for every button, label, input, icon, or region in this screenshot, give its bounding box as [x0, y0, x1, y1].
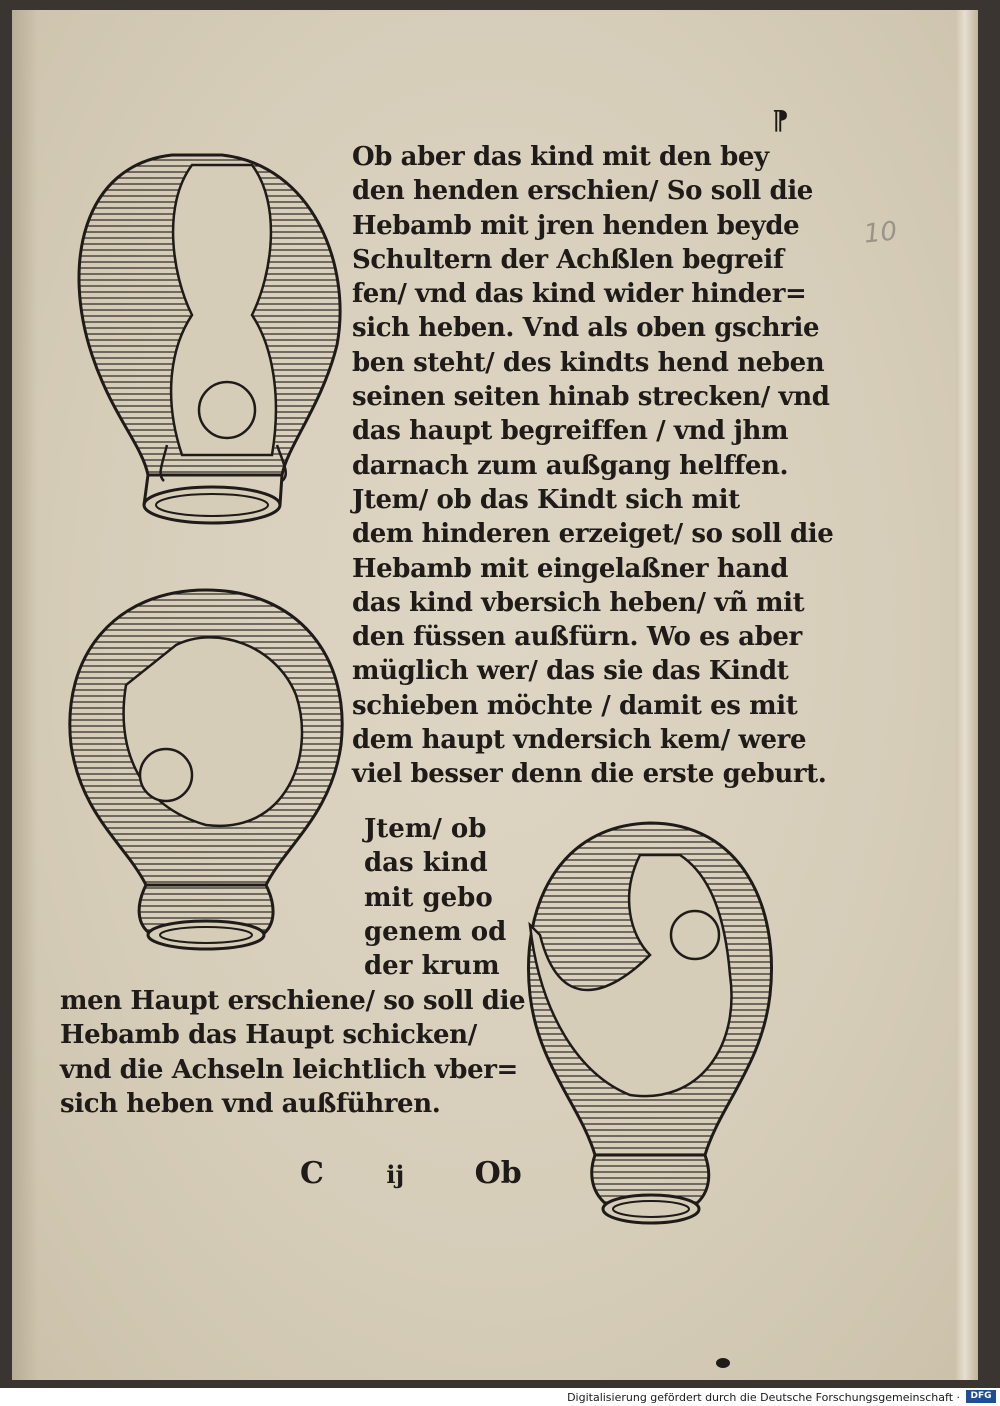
text-line: sich heben. Vnd als oben gschrie — [352, 313, 820, 344]
text-line: den füssen außfürn. Wo es aber — [352, 622, 802, 653]
book-page — [12, 10, 978, 1380]
text-line: müglich wer/ das sie das Kindt — [352, 656, 789, 687]
text-line: viel besser denn die erste geburt. — [352, 759, 827, 790]
page-gutter-shadow — [12, 10, 38, 1380]
text-line: Schultern der Achßlen begreif — [352, 244, 784, 275]
dfg-logo-icon: DFG — [966, 1390, 996, 1403]
text-line: ben steht/ des kindts hend neben — [352, 347, 825, 378]
text-line: den henden erschien/ So soll die — [352, 176, 813, 207]
woodcut-illustration-3 — [500, 815, 800, 1235]
text-line: darnach zum außgang helffen. — [352, 450, 789, 481]
ink-blot — [716, 1358, 730, 1368]
text-line: das haupt begreiffen / vnd jhm — [352, 416, 789, 447]
signature-letter: C — [300, 1156, 324, 1191]
text-line: das kind vbersich heben/ vñ mit — [352, 587, 805, 618]
wide-text-block — [60, 984, 526, 1121]
signature-number: ij — [386, 1160, 405, 1189]
text-line: Hebamb mit jren henden beyde — [352, 210, 800, 241]
text-line: schieben möchte / damit es mit — [352, 690, 798, 721]
text-line: vnd die Achseln leichtlich vber= — [60, 1054, 518, 1085]
text-line: mit gebo — [364, 882, 493, 913]
page-edge — [956, 10, 978, 1380]
footer-credit: Digitalisierung gefördert durch die Deutsche Forschungsgemeinschaft · — [567, 1391, 960, 1404]
text-line: Hebamb mit eingelaßner hand — [352, 553, 789, 584]
text-line: Jtem/ ob — [364, 814, 487, 844]
text-line: fen/ vnd das kind wider hinder= — [352, 279, 807, 310]
text-line: Jtem/ ob das Kindt sich mit — [352, 484, 740, 515]
signature-mark: ⁋ — [772, 106, 789, 136]
text-line: Ob aber das kind mit den bey — [352, 142, 769, 172]
text-line: dem hinderen erzeiget/ so soll die — [352, 519, 834, 550]
narrow-text-block — [364, 812, 534, 983]
text-line: seinen seiten hinab strecken/ vnd — [352, 382, 830, 413]
text-line: das kind — [364, 848, 488, 879]
text-line: men Haupt erschiene/ so soll die — [60, 986, 526, 1016]
text-line: sich heben vnd außführen. — [60, 1088, 441, 1119]
text-line: Hebamb das Haupt schicken/ — [60, 1020, 477, 1051]
signature-line — [300, 1156, 522, 1191]
text-line: dem haupt vndersich kem/ were — [352, 725, 807, 756]
pencil-page-number: 10 — [862, 216, 899, 250]
text-line: genem od — [364, 916, 507, 947]
woodcut-illustration-1 — [52, 145, 352, 545]
text-line: der krum — [364, 951, 500, 982]
catchword: Ob — [474, 1156, 522, 1191]
main-text-block — [352, 140, 834, 792]
woodcut-illustration-2 — [56, 585, 356, 965]
footer-bar — [0, 1388, 1000, 1406]
